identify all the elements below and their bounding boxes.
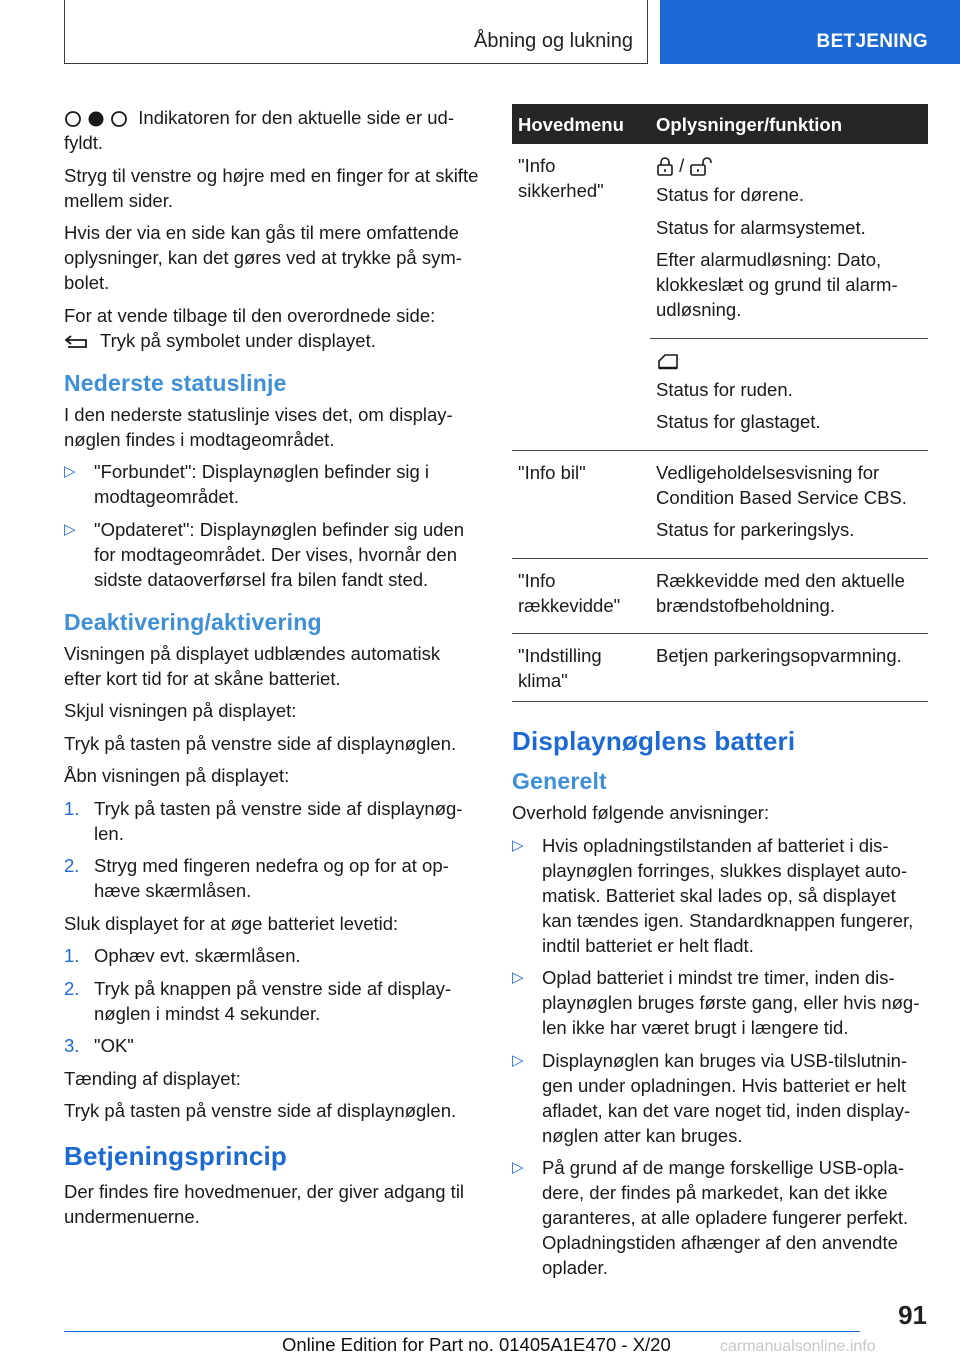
off-paragraph: Sluk displayet for at øge batteriet levetid: — [64, 912, 399, 934]
numbered-step — [64, 943, 479, 968]
page-number: 91 — [898, 1300, 927, 1330]
heading-deactivation: Deaktivering/aktivering — [64, 608, 322, 635]
table-cell-menu: "Info bil" — [512, 450, 650, 558]
table-row — [512, 558, 928, 634]
numbered-step — [64, 796, 479, 846]
info-line: Status for glastaget. — [656, 411, 821, 432]
lock-closed-icon — [656, 157, 674, 177]
left-column — [64, 105, 479, 1237]
table-row — [512, 144, 928, 338]
heading-status-line: Nederste statuslinje — [64, 369, 287, 396]
step-number: 2. — [64, 855, 80, 876]
deact-paragraph: Visningen på displayet udblændes automatisk efter kort tid for at skåne batteriet. — [64, 642, 441, 689]
list-item — [64, 517, 479, 592]
on-instruction: Tryk på tasten på venstre side af displaynøglen. — [64, 1100, 457, 1121]
main-menu-table — [512, 104, 928, 702]
table-cell-info — [650, 558, 928, 634]
swipe-paragraph: Stryg til venstre og højre med en finger for at skifte mellem sider. — [64, 164, 479, 211]
table-header-info: Oplysninger/funktion — [650, 104, 928, 144]
indicator-paragraph — [64, 105, 479, 155]
step-number: 1. — [64, 945, 80, 966]
bullet-marker-icon: ▷ — [512, 1051, 524, 1069]
step-number: 2. — [64, 977, 80, 999]
table-row — [512, 450, 928, 558]
header-section-title: Åbning og lukning — [473, 30, 633, 52]
more-info-paragraph: Hvis der via en side kan gås til mere omfattende oplysninger, kan det gøres ved at trykke på sym- bolet. — [64, 222, 462, 293]
hide-paragraph: Skjul visningen på displayet: — [64, 700, 297, 721]
step-text: Stryg med fingeren nedefra og op for at op- hæve skærmlåsen. — [94, 855, 449, 901]
step-number: 1. — [64, 797, 80, 819]
info-line: Efter alarmudløsning: Dato, klokkeslæt og grund til alarm- udløsning. — [656, 249, 898, 320]
right-column — [512, 104, 928, 1288]
header-section-box — [64, 0, 648, 64]
list-item-text: "Forbundet": Displaynøglen befinder sig i modtageområdet. — [94, 461, 430, 507]
table-cell-info — [650, 338, 928, 450]
step-number: 3. — [64, 1035, 80, 1056]
lock-open-icon — [689, 157, 715, 177]
list-item — [64, 459, 479, 509]
numbered-step — [64, 853, 479, 903]
indicator-text: Indikatoren for den aktuelle side er ud- fyldt. — [64, 107, 455, 153]
step-text: Ophæv evt. skærmlåsen. — [94, 945, 301, 966]
info-line: Status for parkeringslys. — [656, 519, 855, 540]
table-header-row — [512, 104, 928, 144]
header-chapter-tab — [660, 0, 960, 64]
info-line: Rækkevidde med den aktuelle brændstofbeholdning. — [656, 569, 905, 616]
table-cell-info — [650, 144, 928, 338]
back-paragraph — [64, 303, 479, 353]
step-text: Tryk på knappen på venstre side af display- nøglen i mindst 4 sekunder. — [94, 977, 452, 1024]
header-chapter-title: BETJENING — [816, 31, 928, 52]
bullet-marker-icon: ▷ — [64, 520, 76, 538]
bullet-marker-icon: ▷ — [512, 836, 524, 854]
numbered-step — [64, 1033, 479, 1058]
on-paragraph: Tænding af displayet: — [64, 1067, 241, 1089]
back-arrow-icon — [64, 334, 90, 350]
status-paragraph: I den nederste statuslinje vises det, om display- nøglen findes i modtageområdet. — [64, 403, 453, 450]
list-item-text: Displaynøglen kan bruges via USB-tilslutnin- gen under opladningen. Hvis batteriet er helt afladet, kan det vare noget tid, inden display- nøglen atter kan bruges. — [542, 1049, 911, 1146]
list-item — [512, 965, 928, 1040]
observe-paragraph: Overhold følgende anvisninger: — [512, 802, 770, 823]
list-item — [512, 1155, 928, 1280]
info-line: Status for dørene. — [656, 184, 805, 205]
info-line: Status for ruden. — [656, 378, 793, 400]
footer-edition: Online Edition for Part no. 01405A1E470 - X/20 — [282, 1334, 671, 1355]
footer-divider — [64, 1331, 860, 1332]
back-text: Tryk på symbolet under displayet. — [99, 329, 376, 351]
list-item-text: Oplad batteriet i mindst tre timer, inden dis- playnøglen bruges første gang, eller hvis nøg- len ikke har været brugt i længere tid. — [542, 967, 920, 1038]
page-indicator-dots-icon — [64, 109, 128, 129]
info-line: Vedligeholdelsesvisning for Condition Based Service CBS. — [656, 461, 907, 508]
heading-battery: Displaynøglens batteri — [512, 726, 796, 756]
list-item-text: På grund af de mange forskellige USB-opla- dere, der findes på markedet, kan det ikke garanteres, at alle opladere fungerer perfekt. Opladningstiden afhænger af den anvendte oplader. — [542, 1157, 909, 1278]
open-paragraph: Åbn visningen på displayet: — [64, 765, 290, 786]
principle-paragraph: Der findes fire hovedmenuer, der giver adgang til undermenuerne. — [64, 1181, 465, 1227]
table-header-menu: Hovedmenu — [512, 104, 650, 144]
info-line: Betjen parkeringsopvarmning. — [656, 645, 902, 666]
list-item — [512, 1048, 928, 1148]
bullet-marker-icon: ▷ — [512, 969, 524, 986]
step-text: Tryk på tasten på venstre side af displaynøg- len. — [94, 797, 463, 844]
table-cell-menu: "Indstilling klima" — [512, 634, 650, 702]
step-text: "OK" — [94, 1035, 134, 1056]
table-cell-info — [650, 450, 928, 558]
info-line: Status for alarmsystemet. — [656, 216, 866, 238]
list-item-text: "Opdateret": Displaynøglen befinder sig uden for modtageområdet. Der vises, hvornår den sidste dataoverførsel fra bilen fandt sted. — [94, 518, 464, 590]
table-cell-menu: "Info sikkerhed" — [512, 144, 650, 450]
table-cell-info — [650, 634, 928, 702]
window-icon — [656, 352, 680, 372]
heading-general: Generelt — [512, 768, 607, 794]
list-item-text: Hvis opladningstilstanden af batteriet i dis- playnøglen forringes, slukkes displayet auto- matisk. Batteriet skal lades op, så displayet kan tændes igen. Standardknappen fungerer, indtil batteriet er helt fladt. — [542, 834, 914, 956]
heading-principle: Betjeningsprincip — [64, 1141, 287, 1171]
watermark: carmanualsonline.info — [720, 1338, 876, 1355]
numbered-step — [64, 976, 479, 1026]
back-intro: For at vende tilbage til den overordnede side: — [64, 304, 436, 326]
slash-separator: / — [679, 155, 685, 176]
hide-instruction: Tryk på tasten på venstre side af displaynøglen. — [64, 732, 457, 754]
bullet-marker-icon: ▷ — [64, 463, 76, 480]
table-row — [512, 634, 928, 702]
bullet-marker-icon: ▷ — [512, 1159, 524, 1176]
table-cell-menu: "Info rækkevidde" — [512, 558, 650, 634]
list-item — [512, 833, 928, 958]
